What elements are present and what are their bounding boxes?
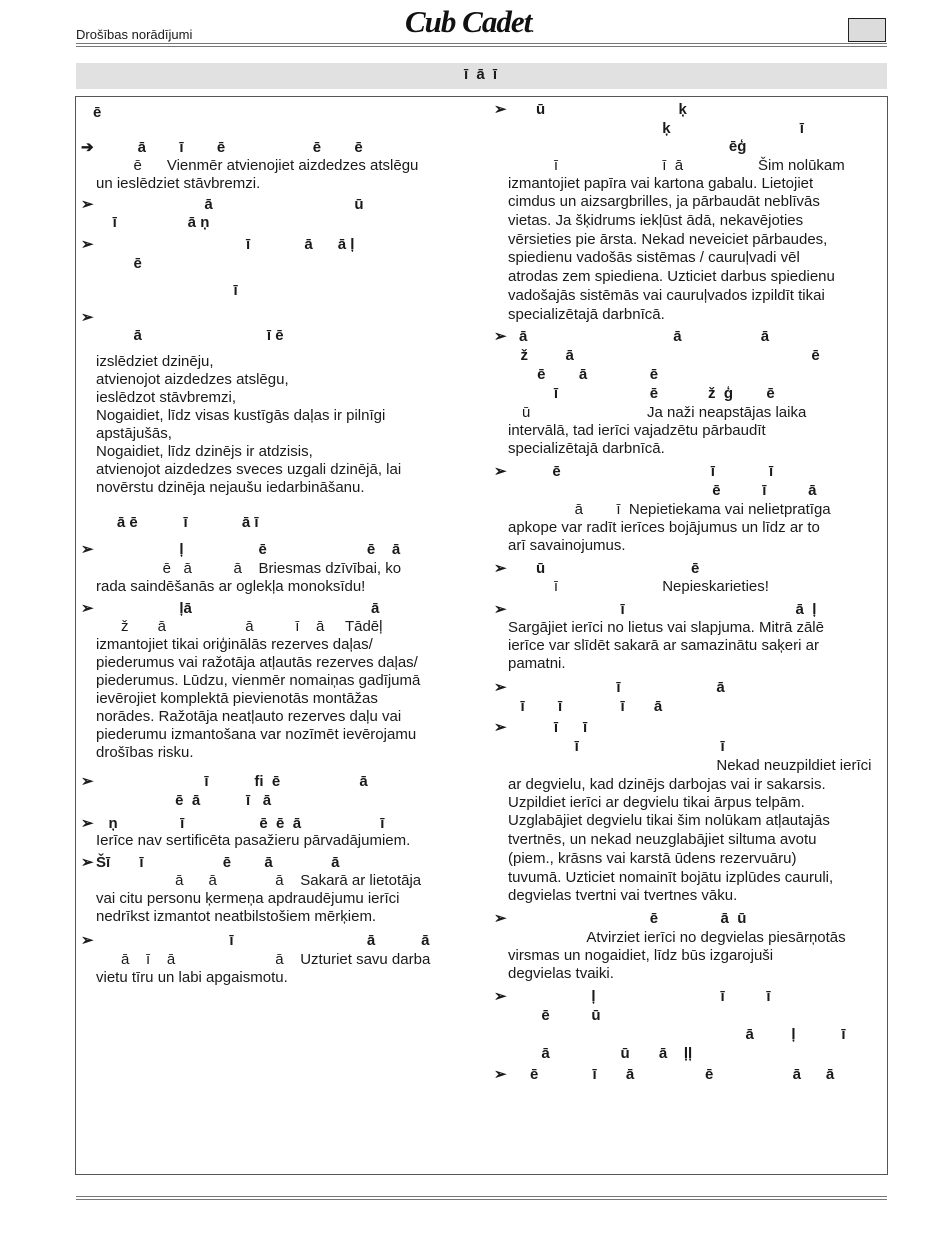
text-line: ā ū ā ļļ [508,1045,693,1062]
bullet-icon: ➢ [494,463,507,480]
text-line: ē ī ī [519,463,774,480]
text-line: ierīce var slīdēt sakarā ar samazinātu saķeri ar [508,637,819,654]
text-line: Ierīce nav sertificēta pasažieru pārvadājumiem. [96,832,411,849]
text-line: ņ ī ē ē ā ī [96,815,385,832]
bullet-icon: ➢ [81,932,94,949]
text-line: tuvumā. Uzticiet nomainīt bojātu izplūdes cauruli, [508,869,834,886]
text-line: apkope var radīt ierīces bojājumus un līdz ar to [508,519,820,536]
text-line: nedrīkst izmantot neatbilstošiem mērķiem. [96,908,377,925]
footer-rule [76,1196,887,1197]
text-line: ī ē ž ģ ē [508,385,775,402]
text-line: ē ā ē [508,366,659,383]
text-line: spiedienu vadošās sistēmas / cauruļvadi vēl [508,249,800,266]
text-line: atrodas zem spiediena. Uzticiet darbus spiedienu [508,268,835,285]
header-rule-2 [76,46,887,47]
footer-rule-2 [76,1199,887,1200]
text-line: novērstu dzinēja nejaušu iedarbināšanu. [96,479,365,496]
text-line: atvienojot aizdedzes atslēgu, [96,371,289,388]
bullet-icon: ➢ [81,600,94,617]
header-rule [76,43,887,44]
text-line: ļā ā [96,600,380,617]
text-line: ī fi ē ā [96,773,368,790]
text-line: ē ā ī ā [96,792,272,809]
text-line: ievērojiet komplektā pievienotās montāžas [96,690,378,707]
text-line: ū Ja naži neapstājas laika [522,404,807,421]
bullet-icon: ➢ [494,719,507,736]
text-line: izslēdziet dzinēju, [96,353,214,370]
bullet-icon: ➢ [494,560,507,577]
text-line: degvielas tvaiki. [508,965,614,982]
text-line: degvielas tvertni vai tvertnes vāku. [508,887,738,904]
text-line: norādes. Ražotāja neatļauto rezerves daļu vai [96,708,402,725]
text-line: ē ū [508,1007,601,1024]
bullet-icon: ➢ [494,601,507,618]
text-line: cimdus un aizsargbrilles, ja pārbaudāt neblīvās [508,193,820,210]
cub-cadet-logo: Cub Cadet. [405,4,533,39]
text-line: ū ķ [536,101,687,118]
subheading: ā ē ī ā ī [96,514,259,531]
text-line: ž ā ē [508,347,820,364]
text-line: Nogaidiet, līdz dzinējs ir atdzisis, [96,443,313,460]
text-line: piederumus. Lūdzu, vienmēr nomaiņas gadījumā [96,672,421,689]
text-line: un ieslēdziet stāvbremzi. [96,175,261,192]
text-line: atvienojot aizdedzes sveces uzgali dzinējā, lai [96,461,402,478]
text-line: ē ī ā [508,482,817,499]
text-line: vai citu personu ķermeņa apdraudējumu ierīci [96,890,400,907]
text-line: ā ū [96,196,364,213]
text-line: ī Nepieskarieties! [508,578,769,595]
text-line: ī ā ļ [508,601,817,618]
text-line: Sargājiet ierīci no lietus vai slapjuma. Mitrā zālē [508,619,824,636]
text-line: Uzpildiet ierīci ar degvielu tikai ārpus telpām. [508,794,805,811]
text-line: ā ī ē ē ē [96,139,363,156]
text-line: specializētajā darbnīcā. [508,440,665,457]
text-line: Nekad neuzpildiet ierīci [508,757,872,774]
text-line: ī ī [508,719,588,736]
text-line: izmantojiet papīra vai kartona gabalu. Lietojiet [508,175,814,192]
text-line: apstājušās, [96,425,172,442]
section-banner: ī ā ī [76,63,887,89]
text-line: Šī ī ē ā ā [96,854,340,871]
text-line: Uzglabājiet degvielu tikai šim nolūkam atļautajās [508,812,830,829]
bullet-icon: ➢ [494,910,507,927]
bullet-icon: ➢ [494,679,507,696]
text-line: ē [96,255,142,272]
bullet-icon: ➢ [81,541,94,558]
text-line: ž ā ā ī ā Tādēļ [96,618,383,635]
text-line: arī savainojumus. [508,537,626,554]
bullet-icon: ➢ [81,309,94,326]
text-line: intervālā, tad ierīci vajadzētu pārbaudīt [508,422,766,439]
text-line: ķ ī [508,120,804,137]
text-line: rada saindēšanās ar oglekļa monoksīdu! [96,578,366,595]
text-line: ļ ī ī [508,988,771,1005]
text-line: ī ā ā ļ [96,236,355,253]
bullet-icon: ➢ [494,1066,507,1083]
text-line: ē Vienmēr atvienojiet aizdedzes atslēgu [96,157,419,174]
text-line: pamatni. [508,655,566,672]
text-line: Nogaidiet, līdz visas kustīgās daļas ir pilnīgi [96,407,386,424]
bullet-icon: ➢ [81,236,94,253]
text-line: ī ā ā [96,932,430,949]
page-number-box [848,18,886,42]
text-line: ī [96,282,238,299]
bullet-icon: ➢ [81,773,94,790]
text-line: ī ā ņ [96,214,210,231]
text-line: ā ī ā ā Uzturiet savu darba [96,951,431,968]
bullet-icon: ➢ [81,854,94,871]
text-line: drošības risku. [96,744,194,761]
text-line: (piem., krāsns vai karstā ūdens rezervuāru) [508,850,797,867]
bullet-icon: ➢ [494,101,507,118]
text-line: tvertnēs, un nekad neuzglabājiet siltuma avotu [508,831,817,848]
text-line: vadošajās sistēmās vai cauruļvados izpildīt tikai [508,287,825,304]
text-line: vērsieties pie ārsta. Nekad neveiciet pārbaudes, [508,231,828,248]
text-line: piederumu izmantošana var nozīmēt ievērojamu [96,726,417,743]
text-line: ā ī ē [96,327,284,344]
text-line: ī ī [508,738,725,755]
text-line: ēģ [508,138,747,155]
text-line: piederumus vai ražotāja atļautās rezerves daļas/ [96,654,418,671]
text-line: ū ē [536,560,700,577]
text-line: ē ā ā Briesmas dzīvībai, ko [96,560,402,577]
text-line: ā ā ā Sakarā ar lietotāja [96,872,422,889]
text-line: ē ā ū [508,910,747,927]
text-line: ļ ē ē ā [96,541,401,558]
left-heading: ē [93,104,102,121]
text-line: ar degvielu, kad dzinējs darbojas vai ir sakarsis. [508,776,826,793]
text-line: ā ļ ī [508,1026,846,1043]
text-line: vietas. Ja šķidrums iekļūst ādā, nekavējoties [508,212,804,229]
text-line: vietu tīru un labi apgaismotu. [96,969,288,986]
text-line: ē ī ā ē ā ā [530,1066,835,1083]
text-line: specializētajā darbnīcā. [508,306,665,323]
text-line: ī ā [508,679,725,696]
text-line: ī ī ā Šim nolūkam [508,157,845,174]
text-line: ā ī Nepietiekama vai nelietpratīga [508,501,831,518]
text-line: ā ā ā [519,328,770,345]
text-line: virsmas un nogaidiet, līdz būs izgarojuši [508,947,774,964]
bullet-icon: ➢ [494,328,507,345]
text-line: ī ī ī ā [508,698,663,715]
bullet-icon: ➢ [81,815,94,832]
text-line: izmantojiet tikai oriģinālās rezerves daļas/ [96,636,373,653]
bullet-icon: ➢ [494,988,507,1005]
text-line: ieslēdzot stāvbremzi, [96,389,237,406]
section-title: Drošības norādījumi [76,27,193,42]
bullet-icon: ➢ [81,196,94,213]
arrow-icon: ➔ [81,139,94,156]
text-line: Atvirziet ierīci no degvielas piesārņotās [508,929,846,946]
